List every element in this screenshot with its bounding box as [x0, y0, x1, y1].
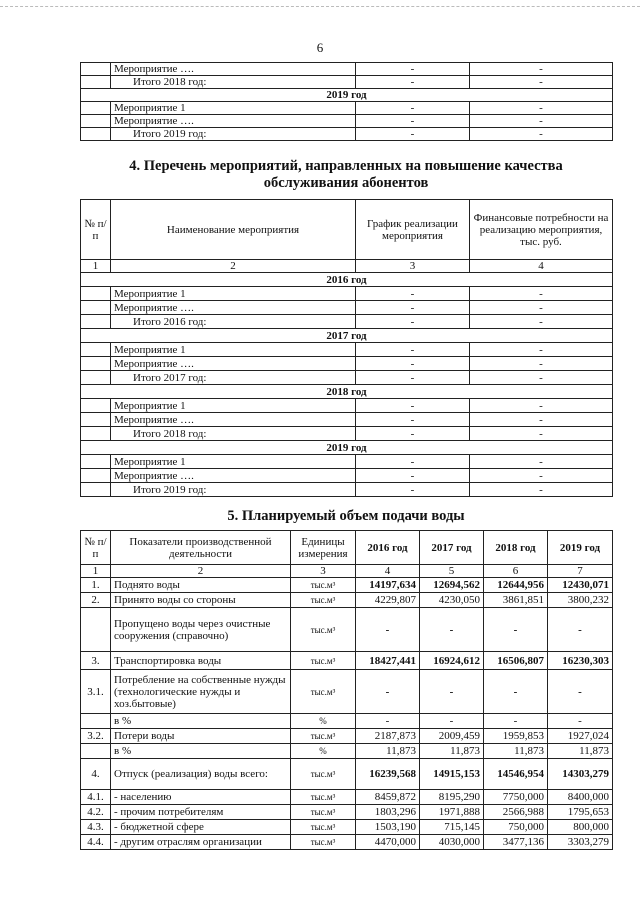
indicator-name: в % [111, 744, 291, 759]
colnum: 1 [81, 260, 111, 273]
volume-row [81, 593, 613, 608]
num-cell [81, 413, 111, 427]
num-cell [81, 455, 111, 469]
colnum: 1 [81, 565, 111, 578]
num-cell [81, 483, 111, 497]
row-num: 4.3. [81, 820, 111, 835]
finance-cell: - [470, 483, 613, 497]
row-num: 3.1. [81, 670, 111, 714]
measure-row [81, 455, 613, 469]
scan-top-edge [0, 6, 640, 7]
schedule-cell: - [356, 399, 470, 413]
num-cell [81, 63, 111, 76]
schedule-cell: - [356, 301, 470, 315]
colnum: 2 [111, 565, 291, 578]
value-cell: 4229,807 [356, 593, 420, 608]
section5-colnum-row [81, 565, 613, 578]
value-cell: 11,873 [484, 744, 548, 759]
num-cell [81, 343, 111, 357]
schedule-cell: - [356, 287, 470, 301]
volume-row [81, 790, 613, 805]
row-num [81, 744, 111, 759]
colnum: 4 [356, 565, 420, 578]
total-row [81, 427, 613, 441]
unit-cell: тыс.м³ [291, 820, 356, 835]
section5-title: 5. Планируемый объем подачи воды [227, 508, 465, 524]
num-cell [81, 115, 111, 128]
value-cell: - [548, 714, 613, 729]
measure-name: Мероприятие …. [111, 301, 356, 315]
schedule-cell: - [356, 427, 470, 441]
value-cell: - [548, 670, 613, 714]
schedule-cell: - [356, 102, 470, 115]
value-cell: 4030,000 [420, 835, 484, 850]
volume-row [81, 578, 613, 593]
finance-cell: - [470, 455, 613, 469]
row-num: 3. [81, 652, 111, 670]
value-cell: 1803,296 [356, 805, 420, 820]
measure-row [81, 301, 613, 315]
volume-row [81, 759, 613, 790]
volume-row [81, 714, 613, 729]
measure-row [81, 63, 613, 76]
num-cell [81, 371, 111, 385]
unit-cell: % [291, 744, 356, 759]
schedule-cell: - [356, 413, 470, 427]
schedule-cell: - [356, 469, 470, 483]
value-cell: 14915,153 [420, 759, 484, 790]
value-cell: - [484, 714, 548, 729]
value-cell: 2009,459 [420, 729, 484, 744]
value-cell: 11,873 [548, 744, 613, 759]
value-cell: 1927,024 [548, 729, 613, 744]
value-cell: - [420, 714, 484, 729]
unit-cell: тыс.м³ [291, 729, 356, 744]
num-cell [81, 301, 111, 315]
measure-row [81, 287, 613, 301]
finance-cell: - [470, 413, 613, 427]
unit-cell: тыс.м³ [291, 593, 356, 608]
value-cell: 14303,279 [548, 759, 613, 790]
value-cell: 1971,888 [420, 805, 484, 820]
value-cell: - [548, 608, 613, 652]
value-cell: 3800,232 [548, 593, 613, 608]
year-label: 2019 год [81, 441, 613, 455]
schedule-cell: - [356, 128, 470, 141]
volume-row [81, 608, 613, 652]
page-number: 6 [316, 40, 324, 55]
value-cell: - [484, 608, 548, 652]
indicator-name: Поднято воды [111, 578, 291, 593]
header-num: № п/п [81, 200, 111, 260]
finance-cell: - [470, 301, 613, 315]
unit-cell: тыс.м³ [291, 759, 356, 790]
indicator-name: Потери воды [111, 729, 291, 744]
header-year: 2019 год [548, 531, 613, 565]
value-cell: 12430,071 [548, 578, 613, 593]
measure-row [81, 399, 613, 413]
value-cell: 7750,000 [484, 790, 548, 805]
finance-cell: - [470, 115, 613, 128]
header-num: № п/п [81, 531, 111, 565]
indicator-name: - бюджетной сфере [111, 820, 291, 835]
value-cell: 11,873 [420, 744, 484, 759]
volume-row [81, 670, 613, 714]
num-cell [81, 76, 111, 89]
finance-cell: - [470, 287, 613, 301]
value-cell: 14546,954 [484, 759, 548, 790]
year-label: 2016 год [81, 273, 613, 287]
indicator-name: в % [111, 714, 291, 729]
section4-title-line2: обслуживания абонентов [263, 175, 429, 191]
schedule-cell: - [356, 371, 470, 385]
measure-name: Мероприятие 1 [111, 343, 356, 357]
schedule-cell: - [356, 315, 470, 329]
row-num: 2. [81, 593, 111, 608]
num-cell [81, 357, 111, 371]
measure-row [81, 343, 613, 357]
total-label: Итого 2018 год: [111, 76, 356, 89]
unit-cell: % [291, 714, 356, 729]
unit-cell: тыс.м³ [291, 805, 356, 820]
measure-row [81, 102, 613, 115]
value-cell: 16230,303 [548, 652, 613, 670]
header-year: 2018 год [484, 531, 548, 565]
measure-name: Мероприятие 1 [111, 287, 356, 301]
num-cell [81, 469, 111, 483]
header-year: 2016 год [356, 531, 420, 565]
value-cell: 12644,956 [484, 578, 548, 593]
measure-name: Мероприятие …. [111, 469, 356, 483]
num-cell [81, 128, 111, 141]
indicator-name: Пропущено воды через очистные сооружения (справочно) [111, 608, 291, 652]
value-cell: 3861,851 [484, 593, 548, 608]
row-num [81, 714, 111, 729]
finance-cell: - [470, 76, 613, 89]
volume-row [81, 820, 613, 835]
value-cell: 800,000 [548, 820, 613, 835]
value-cell: 715,145 [420, 820, 484, 835]
value-cell: - [356, 714, 420, 729]
finance-cell: - [470, 357, 613, 371]
section5-header-row [81, 531, 613, 565]
colnum: 6 [484, 565, 548, 578]
finance-cell: - [470, 102, 613, 115]
volume-row [81, 652, 613, 670]
measure-name: Мероприятие 1 [111, 399, 356, 413]
section4-title-line1: 4. Перечень мероприятий, направленных на повышение качества [129, 158, 563, 174]
row-num: 4.2. [81, 805, 111, 820]
value-cell: 18427,441 [356, 652, 420, 670]
total-row [81, 128, 613, 141]
header-name: Наименование мероприятия [111, 200, 356, 260]
row-num: 4.4. [81, 835, 111, 850]
value-cell: 3303,279 [548, 835, 613, 850]
finance-cell: - [470, 315, 613, 329]
measure-row [81, 413, 613, 427]
indicator-name: - населению [111, 790, 291, 805]
value-cell: 8459,872 [356, 790, 420, 805]
header-year: 2017 год [420, 531, 484, 565]
continued-measures-table [80, 62, 613, 141]
total-row [81, 483, 613, 497]
measure-name: Мероприятие …. [111, 63, 356, 76]
colnum: 3 [356, 260, 470, 273]
colnum: 5 [420, 565, 484, 578]
value-cell: 750,000 [484, 820, 548, 835]
section4-colnum-row [81, 260, 613, 273]
measure-row [81, 357, 613, 371]
num-cell [81, 315, 111, 329]
total-row [81, 371, 613, 385]
header-finance: Финансовые потребности на реализацию мероприятия, тыс. руб. [470, 200, 613, 260]
finance-cell: - [470, 427, 613, 441]
value-cell: - [484, 670, 548, 714]
year-row [81, 329, 613, 343]
colnum: 7 [548, 565, 613, 578]
indicator-name: Отпуск (реализация) воды всего: [111, 759, 291, 790]
colnum: 3 [291, 565, 356, 578]
num-cell [81, 102, 111, 115]
measure-name: Мероприятие …. [111, 413, 356, 427]
total-label: Итого 2019 год: [111, 128, 356, 141]
measure-name: Мероприятие …. [111, 357, 356, 371]
value-cell: 1959,853 [484, 729, 548, 744]
volume-row [81, 805, 613, 820]
value-cell: 8195,290 [420, 790, 484, 805]
row-num: 4. [81, 759, 111, 790]
value-cell: 8400,000 [548, 790, 613, 805]
year-row [81, 273, 613, 287]
finance-cell: - [470, 128, 613, 141]
volume-row [81, 835, 613, 850]
value-cell: - [356, 608, 420, 652]
indicator-name: Принято воды со стороны [111, 593, 291, 608]
year-label: 2017 год [81, 329, 613, 343]
unit-cell: тыс.м³ [291, 608, 356, 652]
measure-row [81, 469, 613, 483]
colnum: 2 [111, 260, 356, 273]
measure-row [81, 115, 613, 128]
unit-cell: тыс.м³ [291, 790, 356, 805]
value-cell: 16239,568 [356, 759, 420, 790]
section4-header-row [81, 200, 613, 260]
schedule-cell: - [356, 483, 470, 497]
total-label: Итого 2019 год: [111, 483, 356, 497]
value-cell: 4230,050 [420, 593, 484, 608]
value-cell: 16506,807 [484, 652, 548, 670]
row-num [81, 608, 111, 652]
value-cell: 11,873 [356, 744, 420, 759]
value-cell: 1503,190 [356, 820, 420, 835]
section4-table [80, 199, 613, 497]
indicator-name: - другим отраслям организации [111, 835, 291, 850]
section5-table [80, 530, 613, 850]
unit-cell: тыс.м³ [291, 652, 356, 670]
total-row [81, 315, 613, 329]
num-cell [81, 287, 111, 301]
finance-cell: - [470, 469, 613, 483]
year-row [81, 441, 613, 455]
total-row [81, 76, 613, 89]
header-schedule: График реализации мероприятия [356, 200, 470, 260]
measure-name: Мероприятие …. [111, 115, 356, 128]
finance-cell: - [470, 343, 613, 357]
value-cell: 3477,136 [484, 835, 548, 850]
finance-cell: - [470, 63, 613, 76]
volume-row [81, 729, 613, 744]
total-label: Итого 2016 год: [111, 315, 356, 329]
finance-cell: - [470, 399, 613, 413]
header-unit: Единицы измерения [291, 531, 356, 565]
indicator-name: - прочим потребителям [111, 805, 291, 820]
finance-cell: - [470, 371, 613, 385]
value-cell: 4470,000 [356, 835, 420, 850]
num-cell [81, 427, 111, 441]
value-cell: - [420, 608, 484, 652]
year-row [81, 385, 613, 399]
year-label: 2019 год [81, 89, 613, 102]
year-row [81, 89, 613, 102]
value-cell: 16924,612 [420, 652, 484, 670]
year-label: 2018 год [81, 385, 613, 399]
value-cell: - [420, 670, 484, 714]
value-cell: 12694,562 [420, 578, 484, 593]
num-cell [81, 399, 111, 413]
row-num: 3.2. [81, 729, 111, 744]
unit-cell: тыс.м³ [291, 835, 356, 850]
colnum: 4 [470, 260, 613, 273]
value-cell: 2566,988 [484, 805, 548, 820]
total-label: Итого 2018 год: [111, 427, 356, 441]
schedule-cell: - [356, 357, 470, 371]
measure-name: Мероприятие 1 [111, 102, 356, 115]
header-indicator: Показатели производственной деятельности [111, 531, 291, 565]
value-cell: 1795,653 [548, 805, 613, 820]
indicator-name: Потребление на собственные нужды (технологические нужды и хоз.бытовые) [111, 670, 291, 714]
total-label: Итого 2017 год: [111, 371, 356, 385]
indicator-name: Транспортировка воды [111, 652, 291, 670]
schedule-cell: - [356, 115, 470, 128]
measure-name: Мероприятие 1 [111, 455, 356, 469]
schedule-cell: - [356, 455, 470, 469]
row-num: 4.1. [81, 790, 111, 805]
row-num: 1. [81, 578, 111, 593]
schedule-cell: - [356, 63, 470, 76]
value-cell: - [356, 670, 420, 714]
volume-row [81, 744, 613, 759]
section4-title [80, 158, 612, 192]
schedule-cell: - [356, 76, 470, 89]
unit-cell: тыс.м³ [291, 578, 356, 593]
value-cell: 14197,634 [356, 578, 420, 593]
unit-cell: тыс.м³ [291, 670, 356, 714]
value-cell: 2187,873 [356, 729, 420, 744]
schedule-cell: - [356, 343, 470, 357]
